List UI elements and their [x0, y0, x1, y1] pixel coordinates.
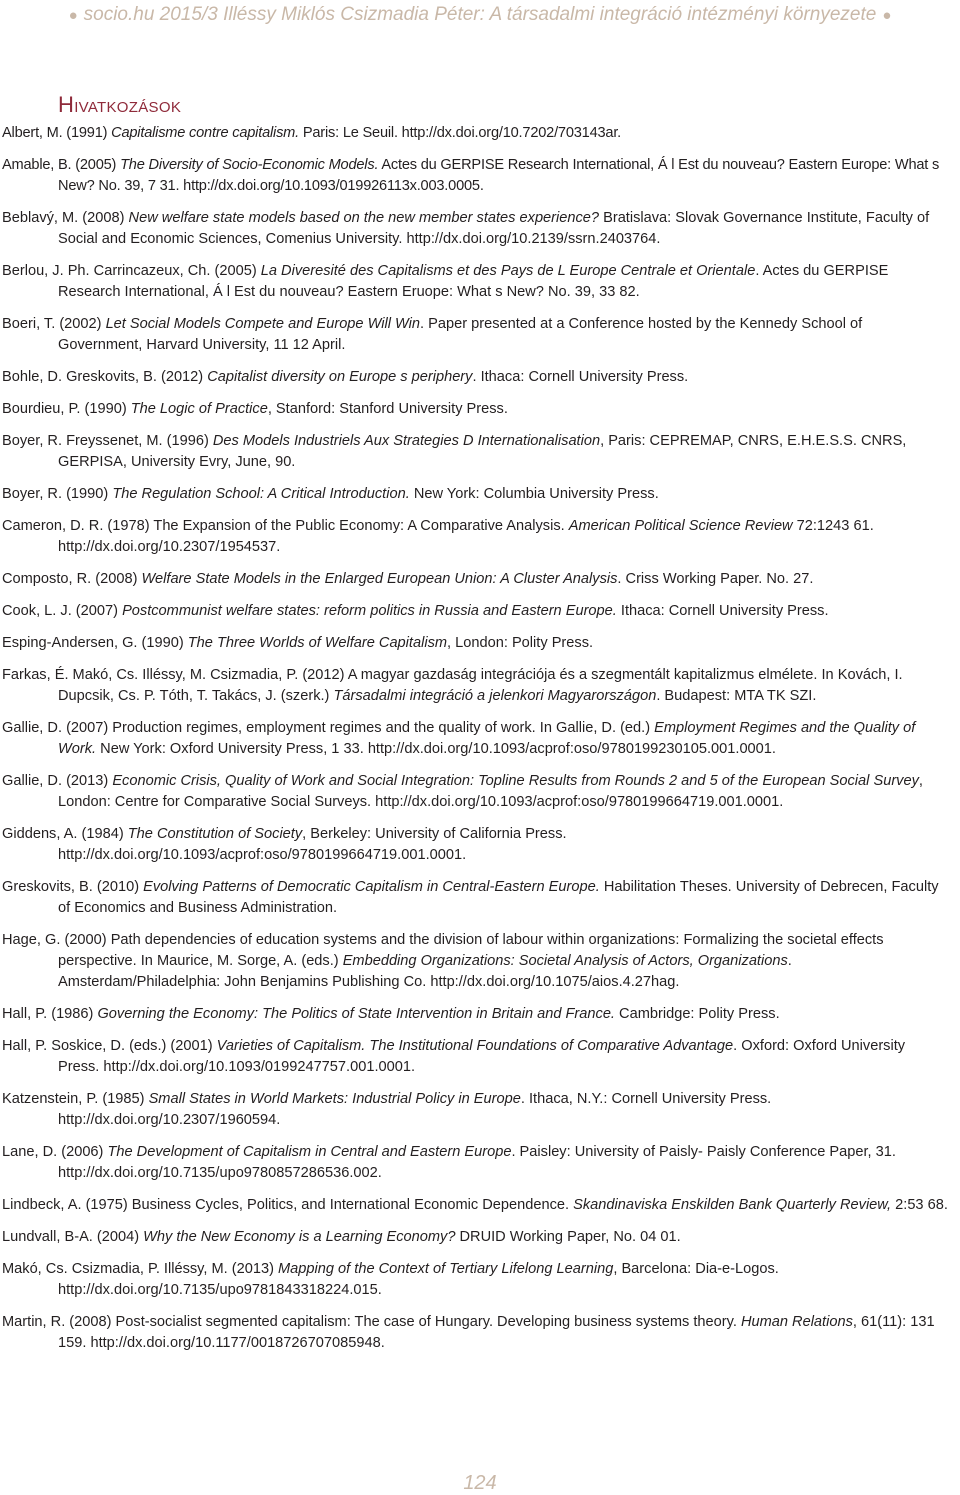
reference-text: Beblavý, M. (2008) — [2, 210, 129, 226]
reference-entry — [0, 431, 960, 473]
reference-entry — [0, 665, 960, 707]
reference-title: Mapping of the Context of Tertiary Lifelong Learning — [278, 1261, 614, 1277]
reference-title: La Diveresité des Capitalisms et des Pays de L Europe Centrale et Orientale — [260, 263, 756, 279]
reference-entry — [0, 484, 960, 505]
reference-entry — [0, 771, 960, 813]
reference-entry — [0, 1259, 960, 1301]
reference-text: Bohle, D. Greskovits, B. (2012) — [2, 369, 208, 385]
reference-title: Capitalist diversity on Europe s periphery — [207, 369, 473, 385]
reference-title: Varieties of Capitalism. The Institutional Foundations of Comparative Advantage — [216, 1038, 734, 1054]
reference-entry — [0, 1004, 960, 1025]
reference-text: 2:53 68. — [891, 1197, 948, 1213]
reference-text: Katzenstein, P. (1985) — [2, 1091, 149, 1107]
reference-title: Társadalmi integráció a jelenkori Magyarországon — [333, 688, 657, 704]
reference-text: . Budapest: MTA TK SZI. — [656, 688, 817, 704]
reference-entry — [0, 1227, 960, 1248]
reference-entry — [0, 930, 960, 993]
reference-text: Composto, R. (2008) — [2, 571, 142, 587]
reference-entry — [0, 314, 960, 356]
page-number: 124 — [463, 1472, 497, 1494]
reference-text: . Paisley: University of Paisly- Paisly Conference Paper, 31. http://dx.doi.org/10.7135/upo9780857286536.002. — [58, 1144, 896, 1181]
reference-text: . Actes du GERPISE Research International, Á l Est du nouveau? Eastern Eruope: What s New? No. 39, 33 82. — [58, 263, 889, 300]
reference-text: Albert, M. (1991) — [2, 125, 112, 141]
reference-entry — [0, 824, 960, 866]
reference-title: Human Relations — [740, 1314, 853, 1330]
reference-entry — [0, 1195, 960, 1216]
section-title: Hivatkozások — [58, 92, 182, 117]
reference-title: Capitalisme contre capitalism. — [111, 125, 299, 141]
reference-title: Des Models Industriels Aux Strategies D Internationalisation — [212, 433, 601, 449]
reference-title: New welfare state models based on the new member states experience? — [128, 210, 600, 226]
reference-text: Cambridge: Polity Press. — [615, 1006, 780, 1022]
reference-text: Lundvall, B-A. (2004) — [2, 1229, 144, 1245]
reference-text: . Oxford: Oxford University Press. http://dx.doi.org/10.1093/0199247757.001.0001. — [58, 1038, 906, 1075]
reference-entry — [0, 718, 960, 760]
reference-text: Hall, P. (1986) — [2, 1006, 98, 1022]
reference-title: Skandinaviska Enskilden Bank Quarterly Review, — [573, 1197, 892, 1213]
reference-text: New York: Columbia University Press. — [409, 486, 659, 502]
reference-title: The Constitution of Society — [127, 826, 303, 842]
reference-text: Boyer, R. (1990) — [2, 486, 113, 502]
reference-title: American Political Science Review — [568, 518, 793, 534]
reference-list — [0, 123, 960, 1365]
reference-text: DRUID Working Paper, No. 04 01. — [455, 1229, 681, 1245]
reference-text: , Berkeley: University of California Press. http://dx.doi.org/10.1093/acprof:oso/9780199664719.001.0001. — [58, 826, 567, 863]
reference-title: Postcommunist welfare states: reform politics in Russia and Eastern Europe. — [122, 603, 617, 619]
reference-text: Makó, Cs. Csizmadia, P. Illéssy, M. (2013) — [2, 1261, 279, 1277]
reference-text: . Paper presented at a Conference hosted by the Kennedy School of Government, Harvard University, 11 12 April. — [58, 316, 863, 353]
reference-text: . Ithaca: Cornell University Press. — [472, 369, 689, 385]
reference-text: 72:1243 61. http://dx.doi.org/10.2307/1954537. — [58, 518, 874, 555]
bullet-icon: ● — [882, 6, 892, 24]
reference-entry — [0, 261, 960, 303]
reference-text: , 61(11): 131 159. http://dx.doi.org/10.1177/0018726707085948. — [58, 1314, 935, 1351]
reference-entry — [0, 633, 960, 654]
reference-text: Boyer, R. Freyssenet, M. (1996) — [2, 433, 213, 449]
reference-title: The Regulation School: A Critical Introduction. — [112, 486, 410, 502]
reference-entry — [0, 1312, 960, 1354]
reference-text: Actes du GERPISE Research International, Á l Est du nouveau? Eastern Europe: What s New? No. 39, 7 31. http://dx.doi.org/10.1093/019926113x.003.0005. — [58, 157, 940, 194]
reference-entry — [0, 877, 960, 919]
reference-entry — [0, 1089, 960, 1131]
reference-text: , Barcelona: Dia-e-Logos. http://dx.doi.org/10.7135/upo9781843318224.015. — [58, 1261, 779, 1298]
reference-text: Esping-Andersen, G. (1990) — [2, 635, 188, 651]
reference-text: Ithaca: Cornell University Press. — [616, 603, 829, 619]
reference-text: Greskovits, B. (2010) — [2, 879, 144, 895]
reference-text: Gallie, D. (2013) — [2, 773, 113, 789]
reference-entry — [0, 601, 960, 622]
reference-title: Employment Regimes and the Quality of Work. — [58, 720, 916, 757]
reference-text: Bourdieu, P. (1990) — [2, 401, 131, 417]
reference-entry — [0, 1142, 960, 1184]
reference-text: New York: Oxford University Press, 1 33. http://dx.doi.org/10.1093/acprof:oso/9780199230105.001.0001. — [96, 741, 776, 757]
reference-entry — [0, 208, 960, 250]
reference-text: . Ithaca, N.Y.: Cornell University Press. http://dx.doi.org/10.2307/1960594. — [58, 1091, 772, 1128]
reference-title: Why the New Economy is a Learning Economy? — [143, 1229, 456, 1245]
reference-text: Gallie, D. (2007) Production regimes, employment regimes and the quality of work. In Gallie, D. (ed.) — [2, 720, 655, 736]
reference-text: Habilitation Theses. University of Debrecen, Faculty of Economics and Business Administration. — [58, 879, 939, 916]
reference-text: , London: Centre for Comparative Social Surveys. http://dx.doi.org/10.1093/acprof:oso/9780199664719.001.0001. — [58, 773, 923, 810]
reference-entry — [0, 123, 960, 144]
reference-title: Let Social Models Compete and Europe Will Win — [105, 316, 421, 332]
reference-text: Lindbeck, A. (1975) Business Cycles, Politics, and International Economic Dependence. — [2, 1197, 574, 1213]
reference-title: Economic Crisis, Quality of Work and Social Integration: Topline Results from Rounds 2 and 5 of the European Social Survey — [112, 773, 919, 789]
reference-title: Governing the Economy: The Politics of State Intervention in Britain and France. — [97, 1006, 615, 1022]
reference-text: Hall, P. Soskice, D. (eds.) (2001) — [2, 1038, 217, 1054]
reference-entry — [0, 516, 960, 558]
reference-title: Small States in World Markets: Industrial Policy in Europe — [148, 1091, 521, 1107]
reference-text: Lane, D. (2006) — [2, 1144, 108, 1160]
reference-text: Giddens, A. (1984) — [2, 826, 128, 842]
reference-text: Cameron, D. R. (1978) The Expansion of the Public Economy: A Comparative Analysis. — [2, 518, 569, 534]
reference-entry — [0, 1036, 960, 1078]
reference-title: Evolving Patterns of Democratic Capitalism in Central-Eastern Europe. — [143, 879, 600, 895]
reference-text: Amable, B. (2005) — [2, 157, 121, 173]
reference-text: Berlou, J. Ph. Carrincazeux, Ch. (2005) — [2, 263, 261, 279]
reference-text: , Paris: CEPREMAP, CNRS, E.H.E.S.S. CNRS, GERPISA, University Evry, June, 90. — [58, 433, 907, 470]
reference-entry — [0, 399, 960, 420]
running-header-text: socio.hu 2015/3 Illéssy Miklós Csizmadia Péter: A társadalmi integráció intézményi környezete — [83, 4, 877, 25]
bullet-icon: ● — [68, 6, 78, 24]
reference-title: The Diversity of Socio-Economic Models. — [120, 157, 379, 173]
reference-text: Cook, L. J. (2007) — [2, 603, 123, 619]
reference-text: . Amsterdam/Philadelphia: John Benjamins Publishing Co. http://dx.doi.org/10.1075/aios.4.27hag. — [58, 953, 792, 990]
reference-entry — [0, 569, 960, 590]
running-header — [0, 0, 960, 30]
reference-text: Farkas, É. Makó, Cs. Illéssy, M. Csizmadia, P. (2012) A magyar gazdaság integrációja és a szegmentált kapitalizmus elmélete. In Kovách, I. Dupcsik, Cs. P. Tóth, T. Takács, J. (szerk.) — [2, 667, 903, 704]
reference-text: Bratislava: Slovak Governance Institute, Faculty of Social and Economic Sciences, Comenius University. http://dx.doi.org/10.2139/ssrn.2403764. — [58, 210, 930, 247]
reference-title: Welfare State Models in the Enlarged European Union: A Cluster Analysis — [141, 571, 618, 587]
reference-entry — [0, 155, 960, 197]
reference-text: Boeri, T. (2002) — [2, 316, 106, 332]
reference-title: The Logic of Practice — [130, 401, 268, 417]
reference-entry — [0, 367, 960, 388]
reference-text: , Stanford: Stanford University Press. — [267, 401, 508, 417]
reference-text: Paris: Le Seuil. http://dx.doi.org/10.7202/703143ar. — [299, 125, 622, 141]
reference-text: . Criss Working Paper. No. 27. — [617, 571, 814, 587]
reference-text: Martin, R. (2008) Post-socialist segmented capitalism: The case of Hungary. Developing business systems theory. — [2, 1314, 741, 1330]
reference-title: Embedding Organizations: Societal Analysis of Actors, Organizations — [342, 953, 788, 969]
reference-text: , London: Polity Press. — [447, 635, 594, 651]
reference-title: The Development of Capitalism in Central and Eastern Europe — [107, 1144, 512, 1160]
reference-text: Hage, G. (2000) Path dependencies of education systems and the division of labour within organizations: Formalizing the societal effects perspective. In Maurice, M. Sorge, A. (eds.) — [2, 932, 884, 969]
reference-title: The Three Worlds of Welfare Capitalism — [187, 635, 448, 651]
